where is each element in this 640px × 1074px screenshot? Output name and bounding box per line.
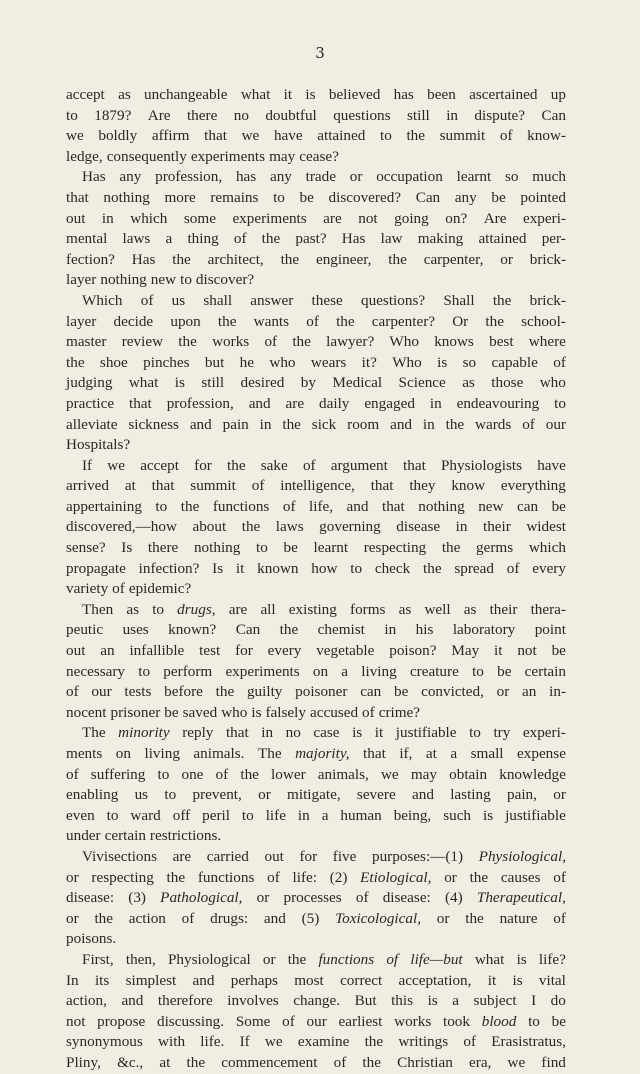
text-line: or the action of drugs: and (5) Toxicological, or the nature of <box>66 909 566 927</box>
text-line: peutic uses known? Can the chemist in his laboratory point <box>66 621 566 639</box>
text-line: we boldly affirm that we have attained to the summit of know- <box>66 127 566 145</box>
text-line: appertaining to the functions of life, and that nothing new can be <box>66 497 566 515</box>
text-line: Pliny, &c., at the commencement of the Christian era, we find <box>66 1053 566 1071</box>
text-line: layer decide upon the wants of the carpenter? Or the school- <box>66 312 566 330</box>
text-line: judging what is still desired by Medical Science as those who <box>66 374 566 392</box>
text-line: necessary to perform experiments on a living creature to be certain <box>66 662 566 680</box>
body-text <box>66 85 566 1074</box>
text-line: fection? Has the architect, the engineer, the carpenter, or brick- <box>66 250 566 268</box>
text-line: The minority reply that in no case is it justifiable to try experi- <box>82 724 566 742</box>
text-line: the shoe pinches but he who wears it? Who is so capable of <box>66 353 566 371</box>
text-line: out an infallible test for every vegetable poison? May it not be <box>66 642 566 660</box>
text-line: that nothing more remains to be discovered? Can any be pointed <box>66 188 566 206</box>
text-line: alleviate sickness and pain in the sick room and in the wards of our <box>66 415 566 433</box>
text-line: under certain restrictions. <box>66 827 222 845</box>
text-line: Which of us shall answer these questions? Shall the brick- <box>82 291 566 309</box>
text-line: First, then, Physiological or the functions of life—but what is life? <box>82 950 566 968</box>
text-line: If we accept for the sake of argument that Physiologists have <box>82 456 566 474</box>
text-line: arrived at that summit of intelligence, that they know everything <box>66 477 566 495</box>
text-line: mental laws a thing of the past? Has law making attained per- <box>66 230 566 248</box>
text-line: action, and therefore involves change. But this is a subject I do <box>66 992 566 1010</box>
text-line: nocent prisoner be saved who is falsely accused of crime? <box>66 703 421 721</box>
text-line: layer nothing new to discover? <box>66 271 255 289</box>
text-line: Vivisections are carried out for five purposes:—(1) Physiological, <box>82 847 566 865</box>
text-line: to 1879? Are there no doubtful questions still in dispute? Can <box>66 106 566 124</box>
text-line: ledge, consequently experiments may cease? <box>66 147 339 165</box>
text-line: propagate infection? Is it known how to check the spread of every <box>66 559 566 577</box>
text-line: of suffering to one of the lower animals, we may obtain knowledge <box>66 765 566 783</box>
text-line: out in which some experiments are not going on? Are experi- <box>66 209 566 227</box>
text-line: Then as to drugs, are all existing forms as well as their thera- <box>82 600 566 618</box>
text-line: ments on living animals. The majority, that if, at a small expense <box>66 745 566 762</box>
text-line: Hospitals? <box>66 436 131 454</box>
text-line: not propose discussing. Some of our earliest works took blood to be <box>66 1012 566 1030</box>
text-line: of our tests before the guilty poisoner can be convicted, or an in- <box>66 683 566 701</box>
text-line: even to ward off peril to life in a human being, such is justifiable <box>66 806 566 824</box>
text-line: accept as unchangeable what it is believed has been ascertained up <box>66 86 566 103</box>
text-line: master review the works of the lawyer? Who knows best where <box>66 333 566 351</box>
text-line: variety of epidemic? <box>66 580 192 598</box>
text-line: Has any profession, has any trade or occupation learnt so much <box>82 168 566 186</box>
text-line: discovered,—how about the laws governing disease in their widest <box>66 518 566 536</box>
page-number: 3 <box>315 44 325 62</box>
text-line: sense? Is there nothing to be learnt respecting the germs which <box>66 539 566 557</box>
text-line: disease: (3) Pathological, or processes of disease: (4) Therapeutical, <box>66 889 566 907</box>
text-line: enabling us to prevent, or mitigate, severe and lasting pain, or <box>66 786 566 804</box>
text-line: or respecting the functions of life: (2) Etiological, or the causes of <box>66 868 566 886</box>
text-line: practice that profession, and are daily engaged in endeavouring to <box>66 394 566 412</box>
text-line: synonymous with life. If we examine the writings of Erasistratus, <box>66 1033 566 1051</box>
text-line: poisons. <box>66 930 117 948</box>
text-line: In its simplest and perhaps most correct acceptation, it is vital <box>66 971 566 989</box>
